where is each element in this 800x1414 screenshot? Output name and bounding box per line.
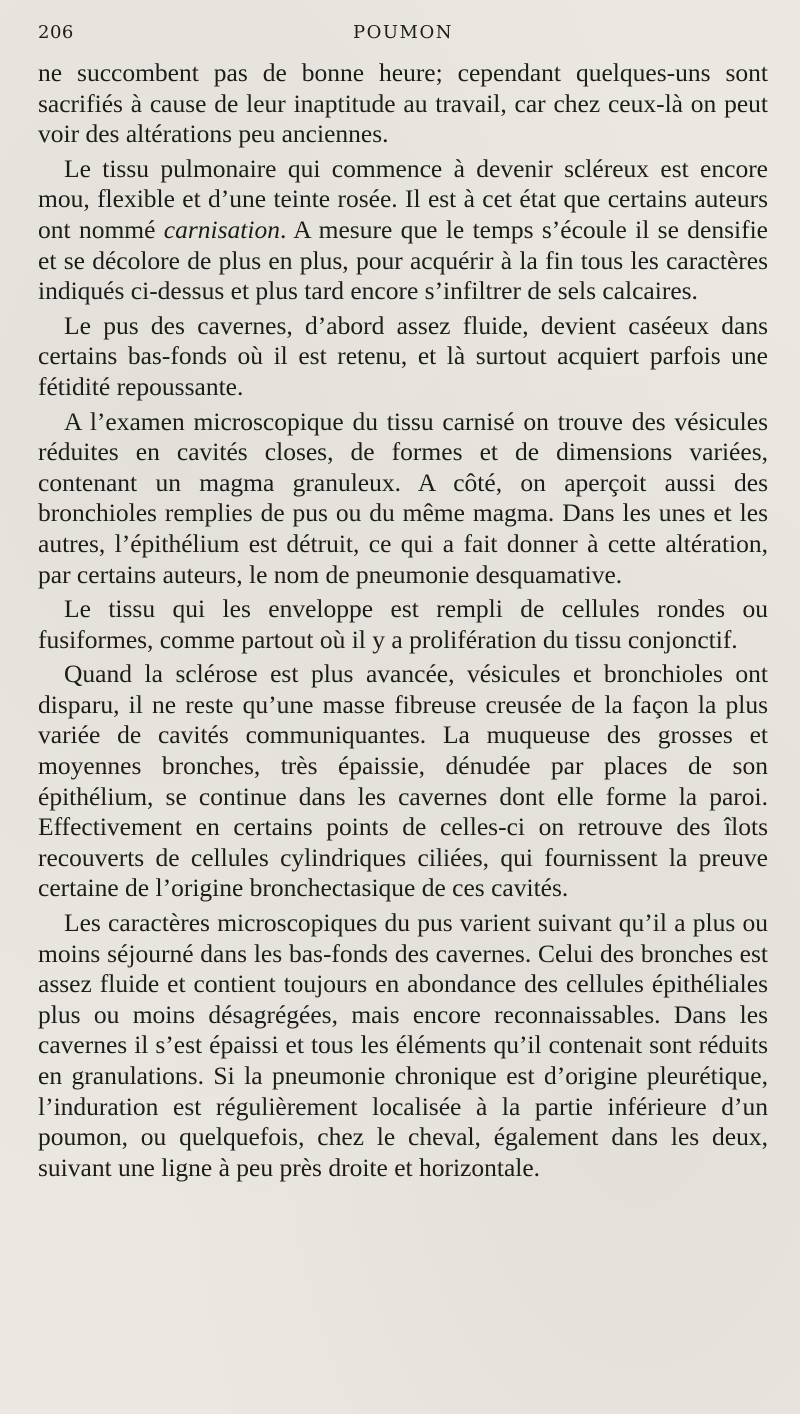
page-number: 206: [38, 22, 74, 43]
paragraph-2-text-a: Le tissu pulmonaire qui commence à devenir scléreux est encore mou, flexible et d’une teinte rosée. Il est à cet état que certains auteurs ont nommé: [38, 153, 768, 244]
paragraph-2: [38, 154, 768, 307]
paragraph-6: Quand la sclérose est plus avancée, vésicules et bronchioles ont disparu, il ne reste qu’une masse fibreuse creusée de la façon la plus variée de cavités communiquantes. La muqueuse des grosses et moyennes bronches, très épaissie, dénudée par places de son épithélium, se continue dans les cavernes dont elle forme la paroi. Effectivement en certains points de celles-ci on retrouve des îlots recouverts de cellules cylindriques ciliées, qui fournissent la preuve certaine de l’origine bronchectasique de ces cavités.: [38, 659, 768, 903]
body-text: [38, 58, 768, 1183]
paragraph-3: Le pus des cavernes, d’abord assez fluide, devient caséeux dans certains bas-fonds où il est retenu, et là surtout acquiert parfois une fétidité repoussante.: [38, 310, 768, 401]
running-title: POUMON: [353, 22, 453, 43]
term-carnisation: carnisation: [163, 214, 280, 244]
page-header: [38, 20, 768, 48]
paragraph-7: Les caractères microscopiques du pus varient suivant qu’il a plus ou moins séjourné dans les bas-fonds des cavernes. Celui des bronches est assez fluide et contient toujours en abondance des cellules épithéliales plus ou moins désagrégées, mais encore reconnaissables. Dans les cavernes il s’est épaissi et tous les éléments qu’il contenait sont réduits en granulations. Si la pneumonie chronique est d’origine pleurétique, l’induration est régulièrement localisée à la partie inférieure d’un poumon, ou quelquefois, chez le cheval, également dans les deux, suivant une ligne à peu près droite et horizontale.: [38, 908, 768, 1182]
paragraph-1: ne succombent pas de bonne heure; cependant quelques-uns sont sacrifiés à cause de leur inaptitude au travail, car chez ceux-là on peut voir des altérations peu anciennes.: [38, 58, 768, 149]
paragraph-5: Le tissu qui les enveloppe est rempli de cellules rondes ou fusiformes, comme partout où il y a prolifération du tissu conjonctif.: [38, 594, 768, 654]
paragraph-4: A l’examen microscopique du tissu carnisé on trouve des vésicules réduites en cavités closes, de formes et de dimensions variées, contenant un magma granuleux. A côté, on aperçoit aussi des bronchioles remplies de pus ou du même magma. Dans les unes et les autres, l’épithélium est détruit, ce qui a fait donner à cette altération, par certains auteurs, le nom de pneumonie desquamative.: [38, 406, 768, 589]
paragraph-2-text-b: . A mesure que le temps s’écoule il se densifie et se décolore de plus en plus, pour acquérir à la fin tous les caractères indiqués ci-dessus et plus tard encore s’infiltrer de sels calcaires.: [38, 214, 768, 306]
